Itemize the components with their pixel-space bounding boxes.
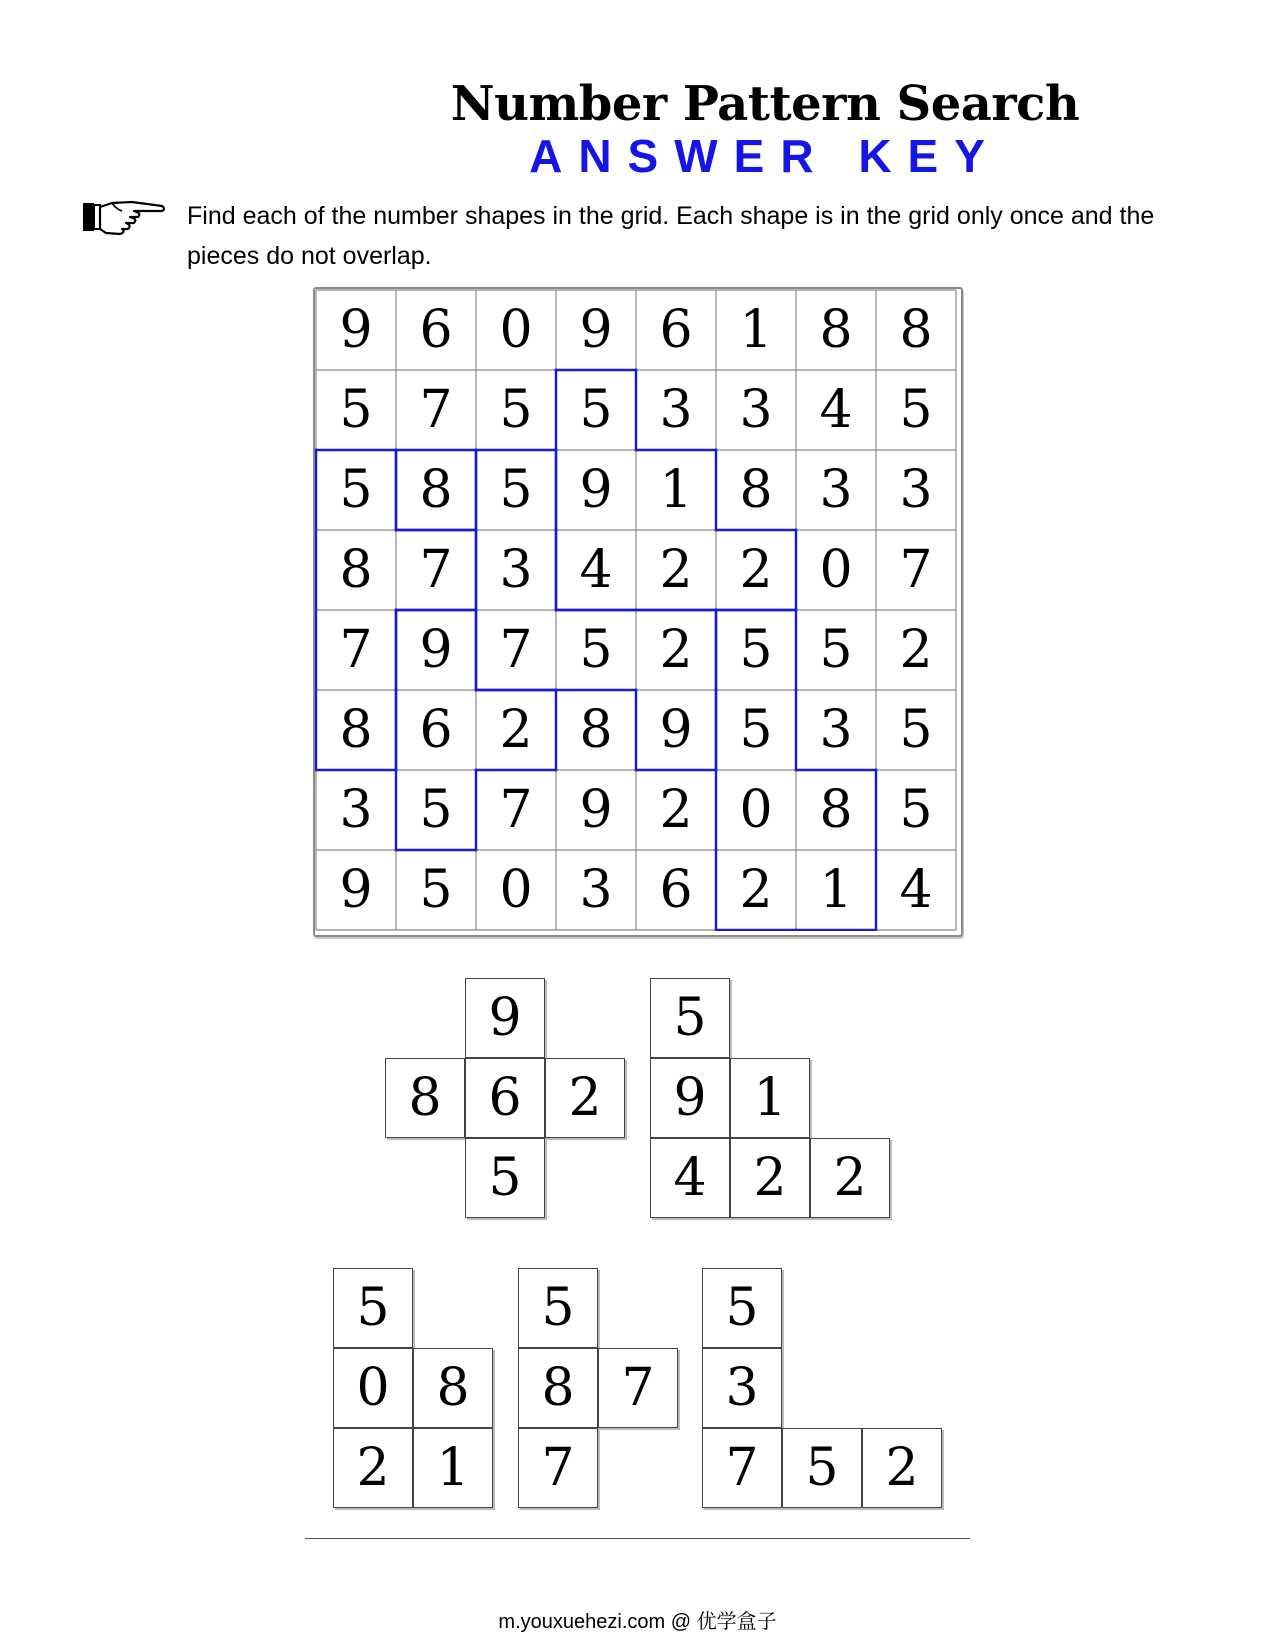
grid-cell: 9 <box>579 300 613 360</box>
shape-cell: 9 <box>650 1058 730 1138</box>
grid-cell: 2 <box>659 540 693 600</box>
grid-cell: 5 <box>739 620 773 680</box>
grid-cell: 0 <box>499 300 533 360</box>
grid-cell: 3 <box>579 860 613 920</box>
grid-cell: 8 <box>739 460 773 520</box>
grid-cell: 8 <box>339 540 373 600</box>
shape-cell: 4 <box>650 1138 730 1218</box>
grid-cell: 0 <box>739 780 773 840</box>
answer-outlines <box>315 289 957 931</box>
grid-cell: 7 <box>499 780 533 840</box>
grid-cell: 5 <box>739 700 773 760</box>
shape-cell: 3 <box>702 1348 782 1428</box>
shape-cell: 8 <box>385 1058 465 1138</box>
grid-cell: 3 <box>739 380 773 440</box>
grid-cell: 2 <box>899 620 933 680</box>
grid-cell: 5 <box>899 700 933 760</box>
grid-cell: 0 <box>499 860 533 920</box>
grid-cell: 6 <box>659 300 693 360</box>
grid-cell: 5 <box>419 780 453 840</box>
grid-cell: 7 <box>419 380 453 440</box>
shape-cell: 5 <box>650 978 730 1058</box>
grid-cell: 5 <box>819 620 853 680</box>
shape-cell: 8 <box>518 1348 598 1428</box>
grid-cell: 5 <box>579 620 613 680</box>
grid-cell: 1 <box>659 460 693 520</box>
grid-cell: 8 <box>579 700 613 760</box>
grid-cell: 5 <box>899 780 933 840</box>
divider-line <box>305 1538 970 1539</box>
grid-cell: 2 <box>739 860 773 920</box>
grid-cell: 6 <box>419 300 453 360</box>
shape-cell: 2 <box>810 1138 890 1218</box>
shape-cell: 6 <box>465 1058 545 1138</box>
grid-cell: 2 <box>499 700 533 760</box>
grid-cell: 5 <box>899 380 933 440</box>
instructions-text: Find each of the number shapes in the grid. Each shape is in the grid only once and the pieces do not overlap. <box>187 202 1155 270</box>
shape-cell: 1 <box>730 1058 810 1138</box>
shape-cell: 5 <box>333 1268 413 1348</box>
grid-cell: 5 <box>419 860 453 920</box>
shape-cell: 9 <box>465 978 545 1058</box>
grid-cell: 9 <box>579 460 613 520</box>
grid-cell: 7 <box>499 620 533 680</box>
answer-key-heading: ANSWER KEY <box>529 130 1001 182</box>
grid-cell: 8 <box>899 300 933 360</box>
shape-cell: 7 <box>518 1428 598 1508</box>
pointing-hand-icon <box>82 197 166 239</box>
grid-cell: 9 <box>419 620 453 680</box>
grid-cell: 9 <box>339 300 373 360</box>
shape-cell: 8 <box>413 1348 493 1428</box>
grid-cell: 3 <box>899 460 933 520</box>
grid-cell: 3 <box>819 700 853 760</box>
grid-cell: 2 <box>739 540 773 600</box>
grid-cell: 9 <box>659 700 693 760</box>
grid-cell: 5 <box>339 460 373 520</box>
page-title: Number Pattern Search <box>450 76 1080 132</box>
shape-cell: 5 <box>465 1138 545 1218</box>
number-grid <box>313 287 963 937</box>
grid-cell: 2 <box>659 780 693 840</box>
grid-cell: 2 <box>659 620 693 680</box>
grid-cell: 1 <box>819 860 853 920</box>
grid-cell: 8 <box>419 460 453 520</box>
shape-cell: 7 <box>598 1348 678 1428</box>
grid-cell: 6 <box>419 700 453 760</box>
grid-cell: 1 <box>739 300 773 360</box>
grid-cell: 4 <box>899 860 933 920</box>
shape-cell: 1 <box>413 1428 493 1508</box>
footer-source: m.youxuehezi.com @ 优学盒子 <box>498 1611 777 1633</box>
grid-cell: 8 <box>339 700 373 760</box>
grid-cell: 9 <box>339 860 373 920</box>
grid-cell: 6 <box>659 860 693 920</box>
grid-cell: 3 <box>659 380 693 440</box>
grid-cell: 3 <box>499 540 533 600</box>
grid-cell: 5 <box>499 460 533 520</box>
grid-cell: 4 <box>819 380 853 440</box>
grid-cell: 7 <box>419 540 453 600</box>
grid-cell: 8 <box>819 780 853 840</box>
grid-cell: 3 <box>819 460 853 520</box>
shape-cell: 7 <box>702 1428 782 1508</box>
shape-cell: 5 <box>518 1268 598 1348</box>
shape-cell: 5 <box>782 1428 862 1508</box>
shape-cell: 2 <box>862 1428 942 1508</box>
grid-cell: 0 <box>819 540 853 600</box>
grid-cell: 5 <box>579 380 613 440</box>
grid-cell: 7 <box>899 540 933 600</box>
grid-cell: 7 <box>339 620 373 680</box>
shape-cell: 2 <box>730 1138 810 1218</box>
grid-cell: 3 <box>339 780 373 840</box>
grid-cell: 5 <box>499 380 533 440</box>
grid-cell: 9 <box>579 780 613 840</box>
grid-cell: 4 <box>579 540 613 600</box>
shape-cell: 2 <box>333 1428 413 1508</box>
grid-cell: 5 <box>339 380 373 440</box>
shape-cell: 5 <box>702 1268 782 1348</box>
shape-cell: 0 <box>333 1348 413 1428</box>
shape-cell: 2 <box>545 1058 625 1138</box>
grid-cell: 8 <box>819 300 853 360</box>
